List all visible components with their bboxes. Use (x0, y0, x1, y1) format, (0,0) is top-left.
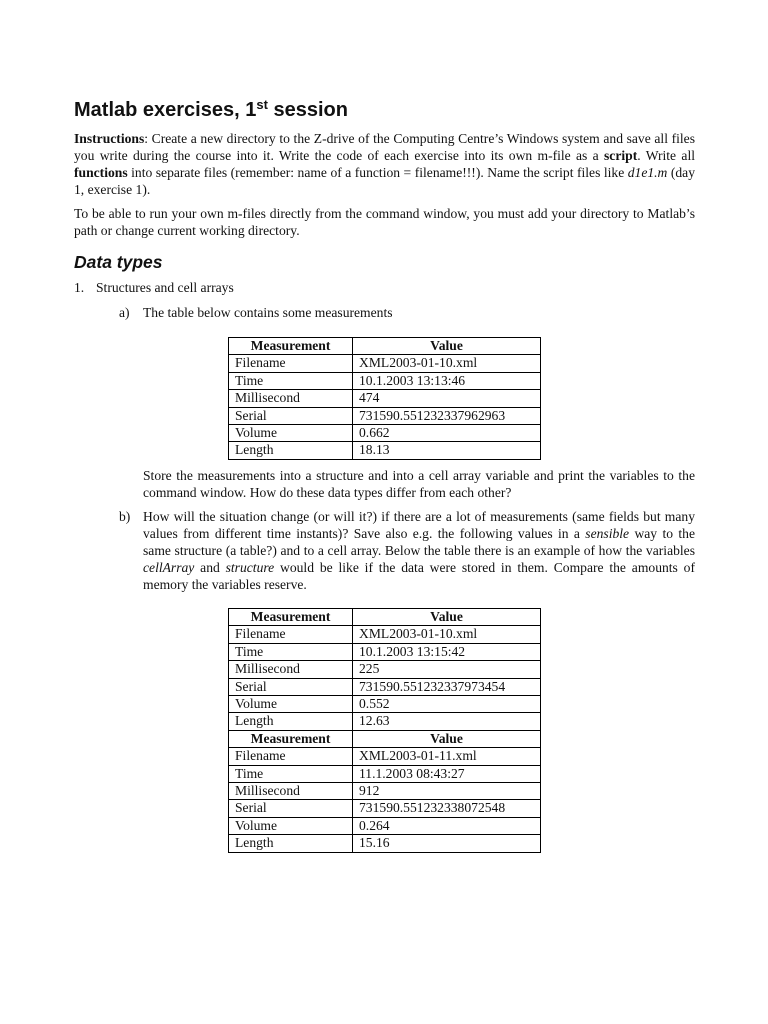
table-row (229, 678, 541, 695)
value-cell: 10.1.2003 13:13:46 (353, 372, 541, 389)
measurement-cell: Volume (229, 425, 353, 442)
page-title: Matlab exercises, 1st session (74, 96, 348, 121)
value-cell: 0.264 (353, 817, 541, 834)
table-header-row (229, 730, 541, 747)
section-title: Data types (74, 252, 163, 272)
value-cell: 731590.551232338072548 (353, 800, 541, 817)
header-value: Value (353, 730, 541, 747)
header-value: Value (353, 609, 541, 626)
table-row (229, 626, 541, 643)
value-cell: 731590.551232337973454 (353, 678, 541, 695)
sublist-text-a: The table below contains some measurements (143, 305, 393, 320)
measurements-table-2 (228, 608, 541, 853)
example-filename: d1e1.m (627, 165, 668, 180)
path-paragraph: To be able to run your own m-files directly from the command window, you must add your directory to Matlab’s path or change current working directory. (74, 206, 695, 238)
list-number: 1. (74, 280, 85, 295)
measurement-cell: Time (229, 765, 353, 782)
value-cell: 0.662 (353, 425, 541, 442)
table-row (229, 783, 541, 800)
instructions-paragraph: Instructions: Create a new directory to the Z-drive of the Computing Centre’s Windows system and save all files you write during the course into it. Write the code of each exercise into its own m-file as a script. Write all functions into separate files (remember: name of a function = filename!!!). Name the script files like d1e1.m (day 1, exercise 1). (74, 131, 695, 197)
sublist-text-b: How will the situation change (or will it?) if there are a lot of measurements (same fields but many values from different time instants)? Save also e.g. the following values in a sensible way to the same structure (a table?) and to a cell array. Below the table there is an example of how the variables cellArray and structure would be like if the data were stored in them. Compare the amounts of memory the variables reserve. (143, 509, 695, 592)
measurement-cell: Filename (229, 355, 353, 372)
table-row (229, 355, 541, 372)
measurement-cell: Filename (229, 748, 353, 765)
table-row (229, 425, 541, 442)
value-cell: 912 (353, 783, 541, 800)
table-row (229, 817, 541, 834)
value-cell: XML2003-01-10.xml (353, 626, 541, 643)
table-row (229, 390, 541, 407)
value-cell: 10.1.2003 13:15:42 (353, 643, 541, 660)
sublist-marker-a: a) (119, 305, 130, 320)
table-row (229, 372, 541, 389)
measurement-cell: Volume (229, 696, 353, 713)
value-cell: 731590.551232337962963 (353, 407, 541, 424)
measurement-cell: Millisecond (229, 661, 353, 678)
table-header-row (229, 338, 541, 355)
table-row (229, 748, 541, 765)
measurement-cell: Length (229, 442, 353, 459)
measurement-cell: Millisecond (229, 783, 353, 800)
header-measurement: Measurement (229, 609, 353, 626)
table-row (229, 442, 541, 459)
measurement-cell: Volume (229, 817, 353, 834)
measurement-cell: Serial (229, 800, 353, 817)
table-row (229, 713, 541, 730)
table-row (229, 765, 541, 782)
table-row (229, 696, 541, 713)
sublist-marker-b: b) (119, 509, 131, 524)
header-measurement: Measurement (229, 338, 353, 355)
table-header-row (229, 609, 541, 626)
value-cell: 12.63 (353, 713, 541, 730)
measurement-cell: Filename (229, 626, 353, 643)
measurement-cell: Millisecond (229, 390, 353, 407)
header-measurement: Measurement (229, 730, 353, 747)
header-value: Value (353, 338, 541, 355)
value-cell: XML2003-01-10.xml (353, 355, 541, 372)
measurement-cell: Length (229, 835, 353, 852)
value-cell: 0.552 (353, 696, 541, 713)
value-cell: 15.16 (353, 835, 541, 852)
store-paragraph: Store the measurements into a structure and into a cell array variable and print the variables to the command window. How do these data types differ from each other? (143, 468, 695, 500)
table-row (229, 800, 541, 817)
table-row (229, 835, 541, 852)
measurements-table-1 (228, 337, 541, 460)
measurement-cell: Serial (229, 407, 353, 424)
measurement-cell: Time (229, 372, 353, 389)
table-row (229, 643, 541, 660)
measurement-cell: Time (229, 643, 353, 660)
measurement-cell: Length (229, 713, 353, 730)
value-cell: 11.1.2003 08:43:27 (353, 765, 541, 782)
table-row (229, 407, 541, 424)
measurement-cell: Serial (229, 678, 353, 695)
list-item-text: Structures and cell arrays (96, 280, 234, 295)
value-cell: XML2003-01-11.xml (353, 748, 541, 765)
value-cell: 18.13 (353, 442, 541, 459)
value-cell: 474 (353, 390, 541, 407)
instructions-label: Instructions (74, 131, 145, 146)
table-row (229, 661, 541, 678)
value-cell: 225 (353, 661, 541, 678)
